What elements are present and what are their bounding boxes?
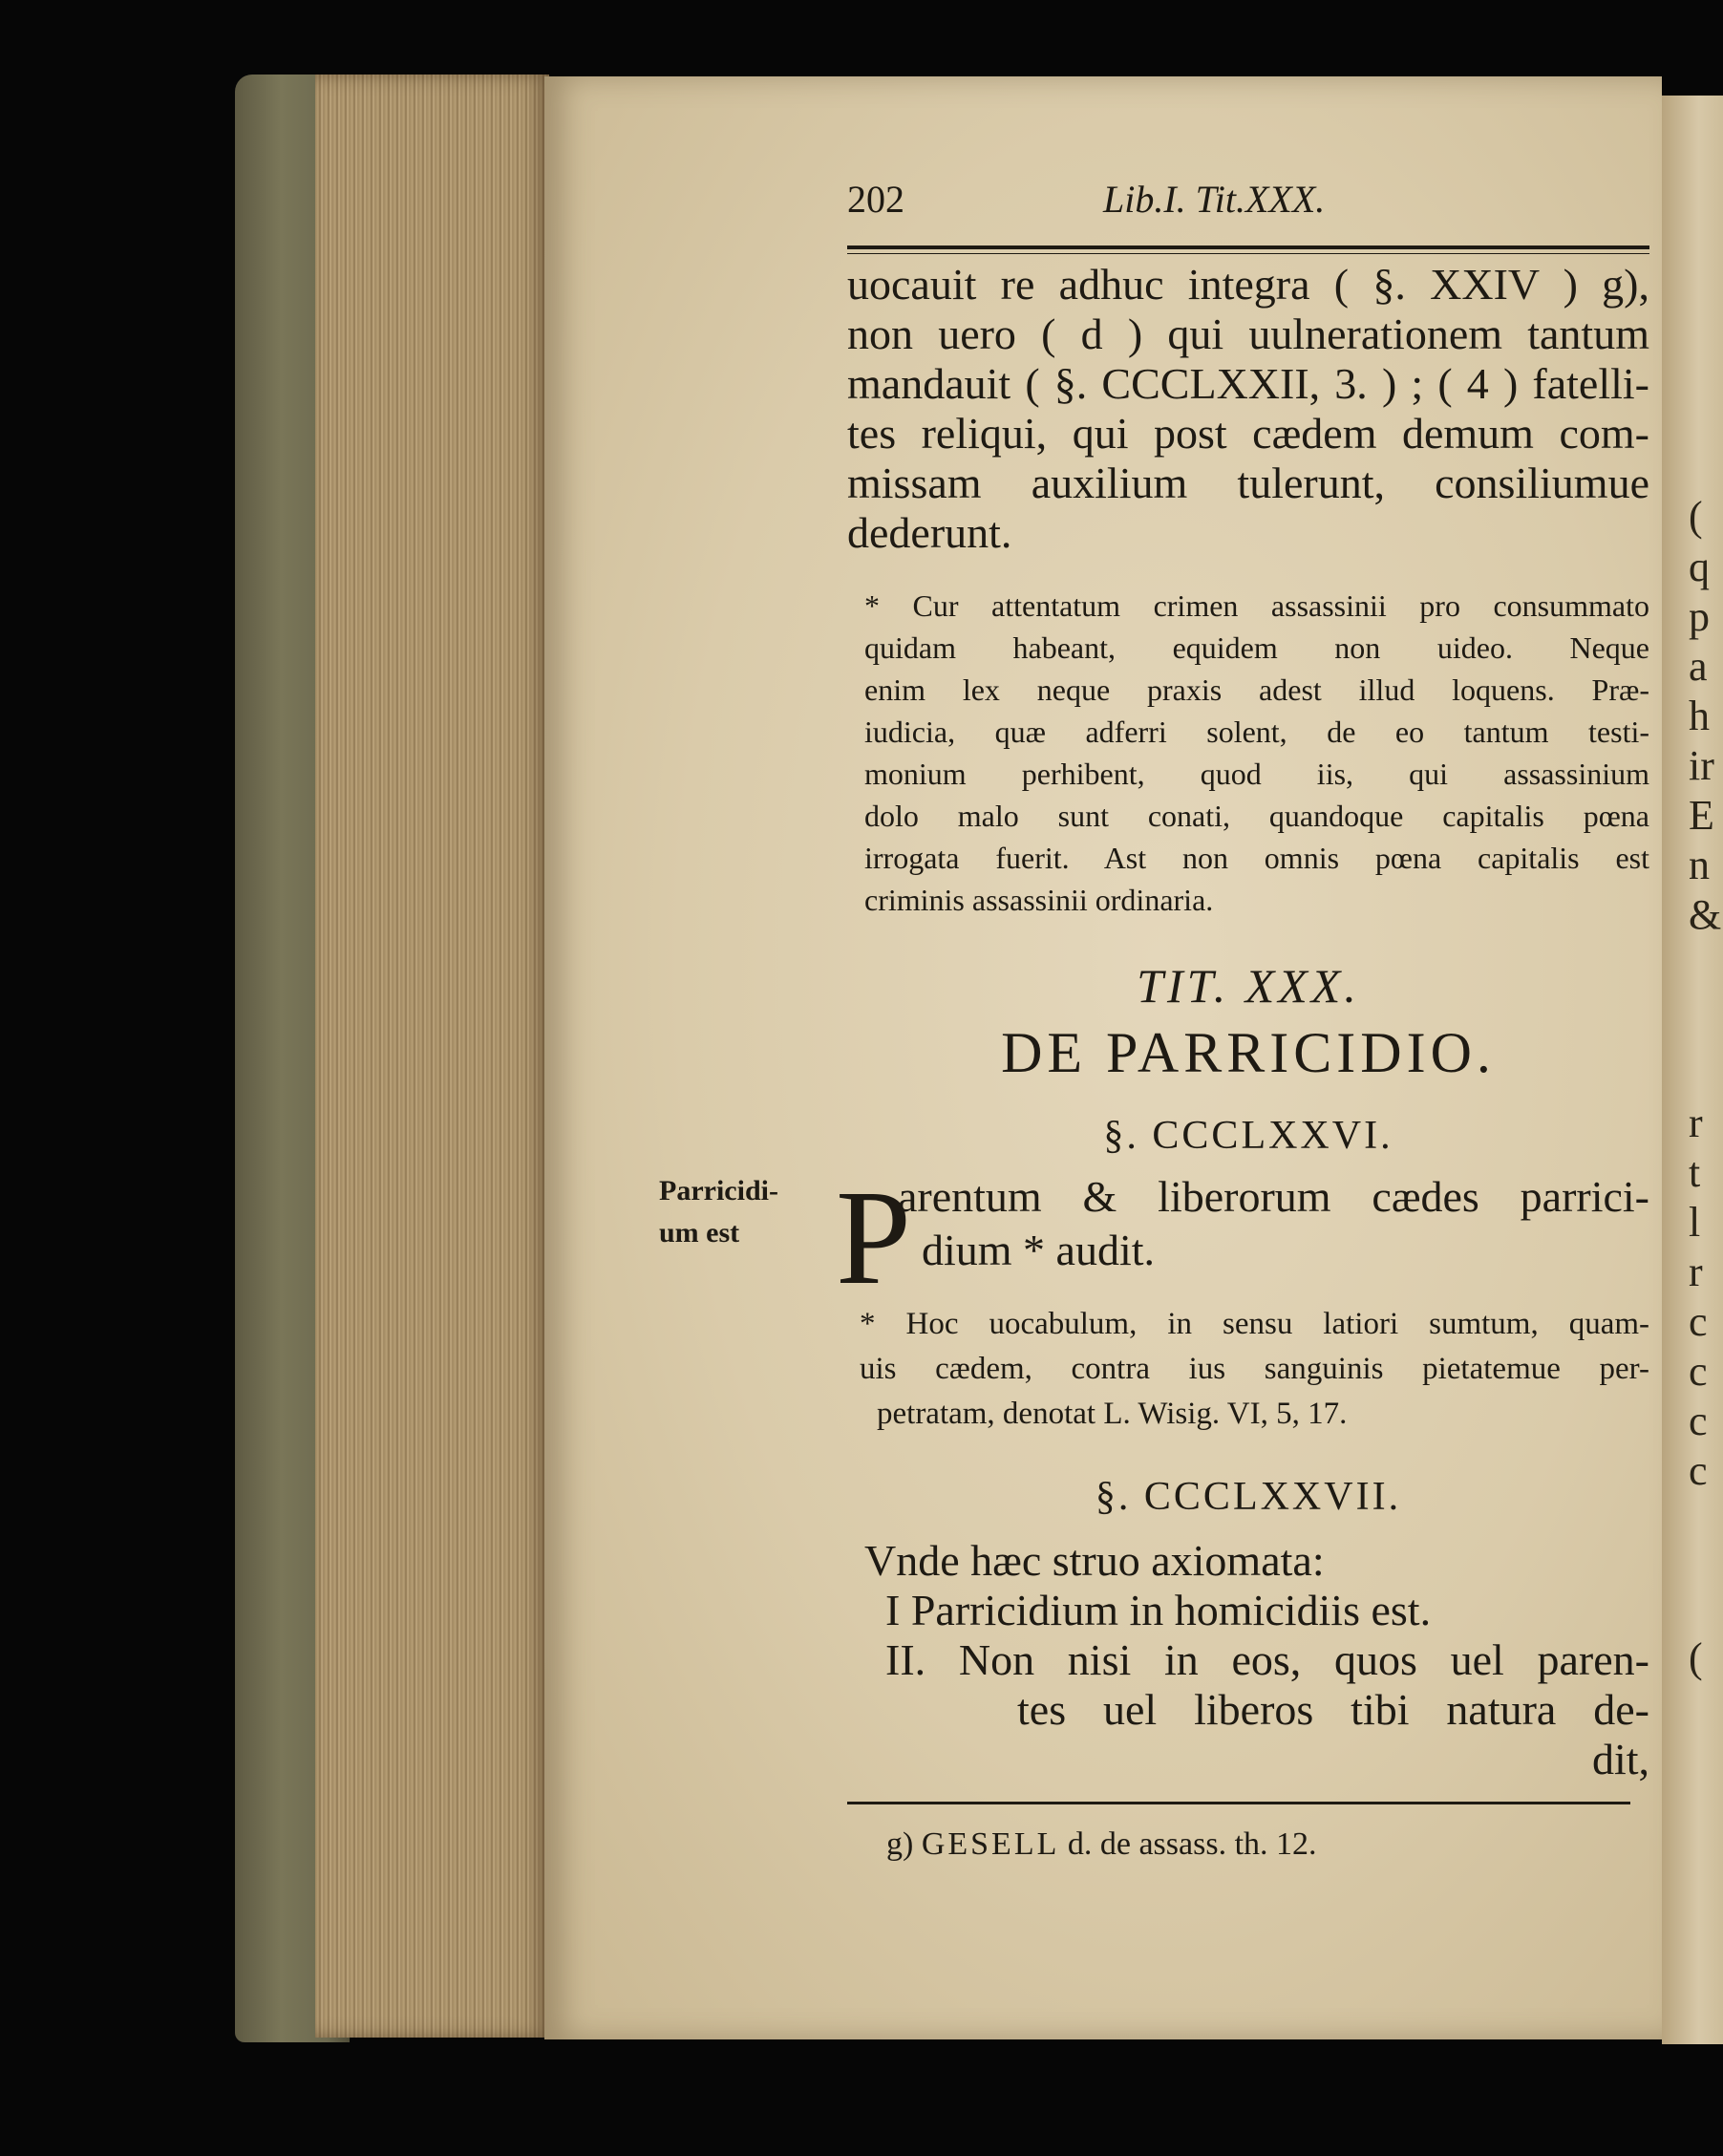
facing-page-fragment: r bbox=[1689, 1249, 1703, 1295]
note-line: monium perhibent, quod iis, qui assassinium bbox=[864, 757, 1649, 791]
note-line: irrogata fuerit. Ast non omnis pœna capitalis est bbox=[864, 841, 1649, 875]
section-376-text bbox=[898, 1170, 1649, 1277]
text-line: mandauit ( §. CCCLXXII, 3. ) ; ( 4 ) fatelli- bbox=[847, 359, 1649, 408]
facing-page-fragment: c bbox=[1689, 1348, 1708, 1395]
section-377-text bbox=[864, 1536, 1649, 1784]
text-line: non uero ( d ) qui uulnerationem tantum bbox=[847, 310, 1649, 358]
facing-page-fragment: ( bbox=[1689, 1634, 1703, 1681]
continued-text bbox=[847, 260, 1649, 558]
facing-page-fragment: n bbox=[1689, 842, 1710, 888]
page-edges bbox=[315, 75, 549, 2038]
footnote bbox=[886, 1826, 1317, 1863]
note-line: criminis assassinii ordinaria. bbox=[864, 883, 1214, 917]
title-heading: DE PARRICIDIO. bbox=[1001, 1021, 1496, 1084]
text-line: arentum & liberorum cædes parrici- bbox=[898, 1172, 1649, 1221]
text-line: tes reliqui, qui post cædem demum com- bbox=[847, 409, 1649, 458]
text-line: uocauit re adhuc integra ( §. XXIV ) g), bbox=[847, 260, 1649, 309]
note-line: * Hoc uocabulum, in sensu latiori sumtum, quam- bbox=[860, 1307, 1649, 1341]
text-line: Vnde hæc struo axiomata: bbox=[864, 1536, 1325, 1585]
note-parricidium bbox=[860, 1302, 1649, 1437]
note-line: * Cur attentatum crimen assassinii pro consummato bbox=[864, 588, 1649, 623]
running-head: Lib.I. Tit.XXX. bbox=[1103, 178, 1326, 221]
axiom-line: II. Non nisi in eos, quos uel paren- bbox=[885, 1635, 1649, 1684]
section-number: §. CCCLXXVII. bbox=[1095, 1475, 1402, 1519]
footnote-rule bbox=[847, 1802, 1630, 1804]
header-rule-thin bbox=[847, 253, 1649, 254]
facing-page-fragment: c bbox=[1689, 1298, 1708, 1345]
facing-page-fragment: h bbox=[1689, 693, 1710, 739]
facing-page-fragment: q bbox=[1689, 544, 1710, 590]
title-number: TIT. XXX. bbox=[1137, 959, 1360, 1013]
note-line: iudicia, quæ adferri solent, de eo tantum testi- bbox=[864, 715, 1649, 749]
facing-page-fragment: ir bbox=[1689, 742, 1714, 789]
margin-note-line: Parricidi- bbox=[659, 1175, 778, 1206]
note-line: petratam, denotat L. Wisig. VI, 5, 17. bbox=[877, 1397, 1348, 1431]
note-assassinium bbox=[864, 585, 1649, 921]
facing-page-fragment: c bbox=[1689, 1398, 1708, 1444]
facing-page-fragment: r bbox=[1689, 1099, 1703, 1146]
text-line: dederunt. bbox=[847, 508, 1012, 557]
facing-page-fragment: c bbox=[1689, 1447, 1708, 1494]
facing-page-fragment: & bbox=[1689, 891, 1722, 938]
facing-page-fragment: a bbox=[1689, 643, 1708, 690]
footnote-author: GESELL bbox=[921, 1826, 1060, 1862]
note-line: uis cædem, contra ius sanguinis pietatemue per- bbox=[860, 1352, 1649, 1386]
text-line: missam auxilium tulerunt, consiliumue bbox=[847, 459, 1649, 507]
facing-page-fragment: ( bbox=[1689, 493, 1703, 540]
note-line: enim lex neque praxis adest illud loquens. Præ- bbox=[864, 672, 1649, 707]
note-line: dolo malo sunt conati, quandoque capitalis pœna bbox=[864, 799, 1649, 833]
section-number: §. CCCLXXVI. bbox=[1103, 1114, 1393, 1158]
footnote-label: g) bbox=[886, 1826, 914, 1862]
margin-note-line: um est bbox=[659, 1217, 740, 1249]
axiom-line: I Parricidium in homicidiis est. bbox=[885, 1586, 1432, 1634]
facing-page-fragment: t bbox=[1689, 1149, 1701, 1196]
axiom-line: tes uel liberos tibi natura de- bbox=[1017, 1685, 1649, 1734]
facing-page-fragment: l bbox=[1689, 1199, 1701, 1246]
page-header bbox=[0, 177, 1723, 234]
margin-note bbox=[659, 1170, 793, 1254]
footnote-reference: d. de assass. th. 12. bbox=[1067, 1826, 1317, 1862]
facing-page-fragment: p bbox=[1689, 593, 1710, 640]
axiom-line: dit, bbox=[1591, 1735, 1649, 1783]
facing-page-edge bbox=[1662, 96, 1723, 2044]
text-line: dium * audit. bbox=[922, 1226, 1156, 1274]
page-number: 202 bbox=[847, 178, 904, 221]
drop-cap: P bbox=[836, 1162, 911, 1313]
facing-page-fragment: E bbox=[1689, 792, 1714, 839]
note-line: quidam habeant, equidem non uideo. Neque bbox=[864, 630, 1649, 665]
header-rule bbox=[847, 245, 1649, 249]
